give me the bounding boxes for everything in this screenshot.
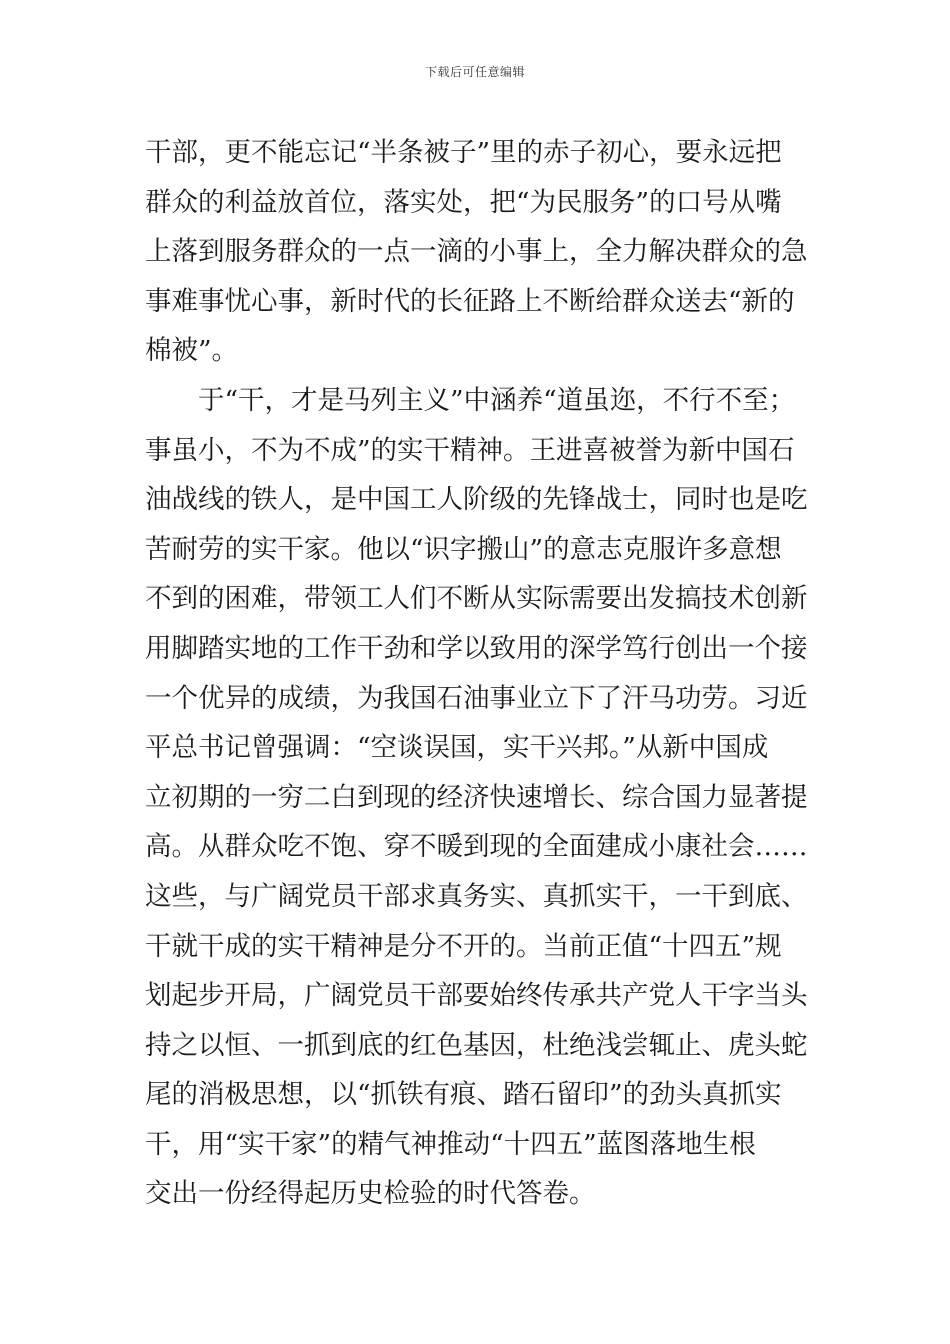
paragraph — [145, 128, 815, 376]
text-line: 高。从群众吃不饱、穿不暖到现的全面建成小康社会…… — [145, 831, 808, 863]
paragraph — [145, 376, 815, 1219]
text-line: 苦耐劳的实干家。他以“识字搬山”的意志克服许多意想 — [145, 533, 782, 565]
text-line: 干，用“实干家”的精气神推动“十四五”蓝图落地生根 — [145, 1128, 756, 1160]
text-line: 群众的利益放首位，落实处，把“为民服务”的口号从嘴 — [145, 186, 782, 218]
text-line: 这些，与广阔党员干部求真务实、真抓实干，一干到底、 — [145, 880, 808, 912]
text-line: 交出一份经得起历史检验的时代答卷。 — [145, 1178, 596, 1210]
text-line: 于“干，才是马列主义”中涵养“道虽迩，不行不至； — [198, 384, 796, 416]
text-line: 平总书记曾强调：“空谈误国，实干兴邦。”从新中国成 — [145, 732, 769, 764]
text-line: 持之以恒、一抓到底的红色基因，杜绝浅尝辄止、虎头蛇 — [145, 1029, 808, 1061]
text-line: 不到的困难，带领工人们不断从实际需要出发搞技术创新 — [145, 583, 808, 615]
text-line: 干部，更不能忘记“半条被子”里的赤子初心，要永远把 — [145, 137, 782, 168]
text-line: 划起步开局，广阔党员干部要始终传承共产党人干字当头 — [145, 980, 808, 1012]
text-line: 干就干成的实干精神是分不开的。当前正值“十四五”规 — [145, 930, 782, 962]
text-line: 尾的消极思想，以“抓铁有痕、踏石留印”的劲头真抓实 — [145, 1079, 782, 1111]
text-line: 上落到服务群众的一点一滴的小事上，全力解决群众的急 — [145, 236, 808, 268]
document-body — [145, 128, 815, 1219]
text-line: 棉被”。 — [145, 335, 239, 367]
text-line: 一个优异的成绩，为我国石油事业立下了汗马功劳。习近 — [145, 682, 808, 714]
text-line: 立初期的一穷二白到现的经济快速增长、综合国力显著提 — [145, 781, 808, 813]
text-line: 油战线的铁人，是中国工人阶级的先锋战士，同时也是吃 — [145, 484, 808, 516]
text-line: 用脚踏实地的工作干劲和学以致用的深学笃行创出一个接 — [145, 632, 808, 664]
page-header: 下载后可任意编辑 — [424, 65, 525, 79]
text-line: 事难事忧心事，新时代的长征路上不断给群众送去“新的 — [145, 285, 795, 317]
text-line: 事虽小，不为不成”的实干精神。王进喜被誉为新中国石 — [145, 434, 795, 466]
